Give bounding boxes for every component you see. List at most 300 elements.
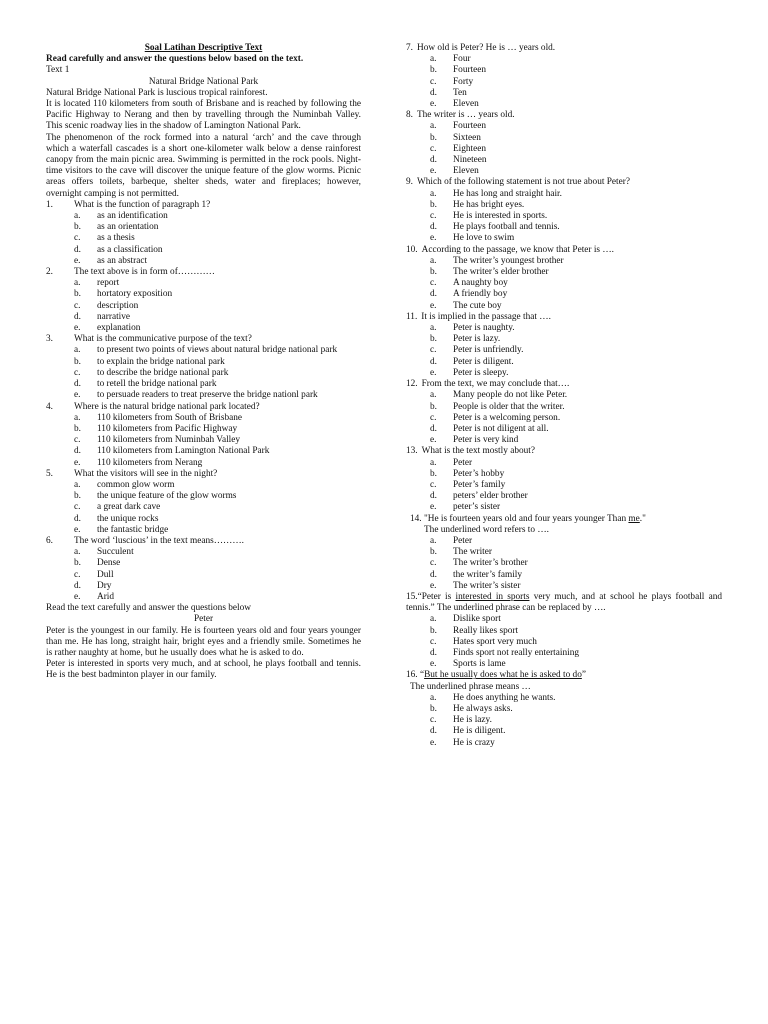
question-subtext: The underlined word refers to …. bbox=[424, 524, 549, 535]
answer-option bbox=[406, 738, 722, 749]
text1-label: Text 1 bbox=[46, 65, 70, 76]
answer-option bbox=[406, 469, 722, 480]
underlined-phrase: But he usually does what he is asked to do bbox=[424, 670, 582, 681]
option-text: He love to swim bbox=[453, 233, 515, 244]
answer-option bbox=[406, 222, 722, 233]
option-text: Four bbox=[453, 54, 471, 65]
question-row bbox=[46, 334, 361, 345]
option-text: 110 kilometers from Pacific Highway bbox=[97, 423, 238, 434]
answer-option bbox=[46, 301, 361, 312]
option-text: He plays football and tennis. bbox=[453, 222, 560, 233]
option-text: The writer’s youngest brother bbox=[453, 255, 564, 266]
option-letter: b. bbox=[430, 468, 437, 479]
question-row bbox=[46, 536, 361, 547]
question-row bbox=[406, 446, 722, 457]
question-text: The writer is … years old. bbox=[416, 110, 515, 121]
option-text: Hates sport very much bbox=[453, 636, 537, 647]
option-letter: b. bbox=[430, 65, 437, 76]
answer-option bbox=[46, 222, 361, 233]
option-letter: e. bbox=[74, 524, 81, 535]
option-letter: a. bbox=[430, 323, 437, 334]
option-letter: c. bbox=[430, 143, 437, 154]
answer-option bbox=[406, 144, 722, 155]
option-text: He does anything he wants. bbox=[453, 692, 556, 703]
option-text: He is crazy bbox=[453, 737, 495, 748]
option-letter: c. bbox=[430, 278, 437, 289]
question-text: According to the passage, we know that Peter is …. bbox=[421, 244, 614, 255]
option-text: Really likes sport bbox=[453, 625, 519, 636]
answer-option bbox=[406, 345, 722, 356]
option-letter: e. bbox=[430, 502, 437, 513]
option-text: 110 kilometers from South of Brisbane bbox=[97, 412, 243, 423]
option-letter: a. bbox=[74, 345, 81, 356]
option-letter: d. bbox=[430, 726, 437, 737]
option-letter: c. bbox=[74, 233, 81, 244]
option-text: peters’ elder brother bbox=[453, 491, 528, 502]
option-text: as an identification bbox=[97, 211, 168, 222]
answer-option bbox=[406, 357, 722, 368]
option-letter: a. bbox=[74, 412, 81, 423]
questions-left bbox=[46, 200, 361, 603]
question-item bbox=[406, 446, 722, 513]
option-text: Peter is lazy. bbox=[453, 334, 501, 345]
option-letter: e. bbox=[430, 659, 437, 670]
question-item bbox=[46, 402, 361, 469]
option-letter: e. bbox=[430, 580, 437, 591]
question-number: 12. bbox=[406, 379, 418, 390]
answer-option bbox=[406, 301, 722, 312]
question-text: What is the communicative purpose of the text? bbox=[74, 334, 252, 345]
option-letter: e. bbox=[430, 300, 437, 311]
answer-option bbox=[406, 491, 722, 502]
option-letter: c. bbox=[74, 300, 81, 311]
option-letter: d. bbox=[74, 580, 81, 591]
option-text: 110 kilometers from Nerang bbox=[97, 457, 203, 468]
question-subtext: The underlined phrase means … bbox=[410, 681, 531, 692]
option-letter: a. bbox=[430, 457, 437, 468]
question-item bbox=[46, 469, 361, 536]
option-letter: e. bbox=[74, 591, 81, 602]
answer-option bbox=[406, 614, 722, 625]
answer-option bbox=[406, 570, 722, 581]
answer-option bbox=[406, 267, 722, 278]
option-text: Sports is lame bbox=[453, 659, 506, 670]
option-text: narrative bbox=[97, 311, 131, 322]
question-row bbox=[46, 402, 361, 413]
option-text: as an abstract bbox=[97, 255, 148, 266]
option-letter: d. bbox=[430, 569, 437, 580]
answer-option bbox=[406, 558, 722, 569]
answer-option bbox=[406, 390, 722, 401]
answer-option bbox=[46, 368, 361, 379]
answer-option bbox=[406, 334, 722, 345]
question-row bbox=[406, 110, 722, 121]
option-text: Peter is very kind bbox=[453, 435, 519, 446]
option-text: The cute boy bbox=[453, 300, 502, 311]
option-letter: a. bbox=[430, 54, 437, 65]
option-letter: d. bbox=[74, 244, 81, 255]
question-text-end: ." bbox=[639, 513, 646, 524]
answer-option bbox=[406, 200, 722, 211]
question-number: 6. bbox=[46, 535, 53, 546]
option-letter: e. bbox=[430, 367, 437, 378]
option-text: Dense bbox=[97, 558, 121, 569]
question-14 bbox=[406, 514, 722, 592]
document-instruction: Read carefully and answer the questions below based on the text. bbox=[46, 54, 304, 65]
answer-option bbox=[46, 480, 361, 491]
answer-option bbox=[406, 323, 722, 334]
option-letter: d. bbox=[74, 379, 81, 390]
option-text: the unique feature of the glow worms bbox=[97, 491, 237, 502]
question-number: 9. bbox=[406, 177, 413, 188]
option-letter: d. bbox=[430, 356, 437, 367]
question-row bbox=[46, 267, 361, 278]
option-letter: b. bbox=[430, 703, 437, 714]
option-letter: e. bbox=[74, 457, 81, 468]
question-text: What is the function of paragraph 1? bbox=[74, 199, 211, 210]
option-text: The writer’s sister bbox=[453, 580, 521, 591]
question-item bbox=[406, 177, 722, 244]
question-number: 14. bbox=[410, 513, 422, 524]
question-number: 13. bbox=[406, 446, 418, 457]
question-item bbox=[406, 110, 722, 177]
option-text: the writer’s family bbox=[453, 569, 523, 580]
answer-option bbox=[406, 368, 722, 379]
option-letter: a. bbox=[74, 211, 81, 222]
question-row bbox=[406, 245, 722, 256]
option-text: Fourteen bbox=[453, 65, 487, 76]
question-text: What the visitors will see in the night? bbox=[74, 468, 218, 479]
option-letter: b. bbox=[430, 132, 437, 143]
answer-option bbox=[406, 133, 722, 144]
answer-option bbox=[46, 390, 361, 401]
option-text: to describe the bridge national park bbox=[97, 367, 229, 378]
option-letter: a. bbox=[430, 121, 437, 132]
option-letter: d. bbox=[430, 222, 437, 233]
option-letter: c. bbox=[430, 479, 437, 490]
option-text: as a thesis bbox=[97, 233, 135, 244]
answer-option bbox=[46, 413, 361, 424]
option-letter: a. bbox=[430, 614, 437, 625]
option-text: Peter is unfriendly. bbox=[453, 345, 524, 356]
option-text: hortatory exposition bbox=[97, 289, 173, 300]
option-letter: c. bbox=[74, 367, 81, 378]
answer-option bbox=[406, 637, 722, 648]
answer-option bbox=[406, 704, 722, 715]
question-text: How old is Peter? He is … years old. bbox=[416, 43, 556, 53]
option-text: The writer bbox=[453, 547, 492, 558]
option-text: Peter is sleepy. bbox=[453, 367, 509, 378]
paragraph: It is located 110 kilometers from south of Brisbane and is reached by following the Pacific Highway to Nerang and then by travelling through the Numinbah Valley. This scenic roadway lies in the shadow of Lamington National Park. bbox=[46, 99, 361, 132]
answer-option bbox=[46, 491, 361, 502]
question-item bbox=[46, 200, 361, 267]
option-text: Sixteen bbox=[453, 132, 481, 143]
text2-instruction: Read the text carefully and answer the questions below bbox=[46, 603, 251, 614]
question-text: “Peter is bbox=[417, 591, 456, 602]
option-letter: e. bbox=[74, 255, 81, 266]
question-item bbox=[406, 312, 722, 379]
options-list bbox=[406, 693, 722, 749]
option-letter: b. bbox=[430, 625, 437, 636]
option-text: A friendly boy bbox=[453, 289, 508, 300]
question-item bbox=[46, 334, 361, 401]
question-row bbox=[46, 469, 361, 480]
option-text: Eleven bbox=[453, 166, 479, 177]
question-text: The text above is in form of………… bbox=[74, 267, 215, 278]
option-letter: e. bbox=[430, 166, 437, 177]
option-letter: a. bbox=[430, 692, 437, 703]
text1-body bbox=[46, 88, 361, 200]
question-row bbox=[406, 379, 722, 390]
answer-option bbox=[406, 581, 722, 592]
option-text: Eleven bbox=[453, 99, 479, 110]
question-number: 2. bbox=[46, 267, 53, 278]
answer-option bbox=[46, 592, 361, 603]
option-text: as an orientation bbox=[97, 222, 159, 233]
option-text: Dry bbox=[97, 580, 112, 591]
answer-option bbox=[406, 278, 722, 289]
option-letter: b. bbox=[430, 199, 437, 210]
answer-option bbox=[46, 570, 361, 581]
answer-option bbox=[406, 54, 722, 65]
option-text: People is older that the writer. bbox=[453, 401, 565, 412]
option-text: Succulent bbox=[97, 547, 134, 558]
option-text: Ten bbox=[453, 87, 467, 98]
option-text: Finds sport not really entertaining bbox=[453, 647, 580, 658]
answer-option bbox=[46, 256, 361, 267]
option-letter: d. bbox=[430, 155, 437, 166]
option-letter: d. bbox=[430, 491, 437, 502]
answer-option bbox=[406, 659, 722, 670]
option-letter: b. bbox=[74, 289, 81, 300]
option-letter: c. bbox=[430, 345, 437, 356]
option-text: Fourteen bbox=[453, 121, 487, 132]
options-list bbox=[406, 536, 722, 592]
question-number: 10. bbox=[406, 244, 418, 255]
option-text: Nineteen bbox=[453, 155, 487, 166]
option-text: Peter is a welcoming person. bbox=[453, 412, 561, 423]
option-letter: e. bbox=[430, 99, 437, 110]
options-list bbox=[406, 614, 722, 670]
option-text: Peter is diligent. bbox=[453, 356, 514, 367]
option-letter: b. bbox=[430, 334, 437, 345]
document-title: Soal Latihan Descriptive Text bbox=[144, 43, 263, 53]
question-15 bbox=[406, 592, 722, 670]
left-column bbox=[46, 43, 361, 682]
answer-option bbox=[46, 458, 361, 469]
option-letter: e. bbox=[74, 323, 81, 334]
answer-option bbox=[406, 88, 722, 99]
option-text: Arid bbox=[97, 591, 115, 602]
question-row bbox=[406, 312, 722, 323]
option-letter: c. bbox=[430, 558, 437, 569]
option-text: 110 kilometers from Lamington National Park bbox=[97, 446, 270, 457]
option-text: He is diligent. bbox=[453, 726, 506, 737]
answer-option bbox=[406, 536, 722, 547]
option-text: description bbox=[97, 300, 139, 311]
answer-option bbox=[406, 502, 722, 513]
option-letter: c. bbox=[430, 76, 437, 87]
option-letter: b. bbox=[430, 267, 437, 278]
answer-option bbox=[46, 345, 361, 356]
answer-option bbox=[46, 357, 361, 368]
option-letter: a. bbox=[74, 479, 81, 490]
text2-title: Peter bbox=[193, 614, 214, 625]
option-letter: b. bbox=[74, 558, 81, 569]
answer-option bbox=[46, 233, 361, 244]
option-letter: c. bbox=[74, 569, 81, 580]
option-letter: b. bbox=[430, 401, 437, 412]
answer-option bbox=[46, 379, 361, 390]
option-text: Peter’s hobby bbox=[453, 468, 505, 479]
option-letter: c. bbox=[74, 435, 81, 446]
answer-option bbox=[406, 99, 722, 110]
option-text: as a classification bbox=[97, 244, 163, 255]
option-text: to persuade readers to treat preserve the bridge nationl park bbox=[97, 390, 318, 401]
option-letter: e. bbox=[430, 435, 437, 446]
option-letter: e. bbox=[430, 233, 437, 244]
answer-option bbox=[46, 323, 361, 334]
answer-option bbox=[406, 77, 722, 88]
question-row bbox=[406, 43, 722, 54]
option-letter: e. bbox=[74, 390, 81, 401]
question-number: 15. bbox=[406, 591, 418, 602]
paragraph: Peter is interested in sports very much, and at school, he plays football and tennis. He is the best badminton player in our family. bbox=[46, 659, 361, 681]
answer-option bbox=[46, 446, 361, 457]
answer-option bbox=[406, 413, 722, 424]
answer-option bbox=[46, 581, 361, 592]
answer-option bbox=[406, 715, 722, 726]
question-text-end: very much, and at school he plays football and tennis.” The underlined phrase can be replaced by …. bbox=[406, 591, 723, 614]
option-letter: a. bbox=[430, 535, 437, 546]
question-row bbox=[406, 177, 722, 188]
question-row bbox=[46, 200, 361, 211]
question-number: 1. bbox=[46, 199, 53, 210]
answer-option bbox=[406, 189, 722, 200]
answer-option bbox=[46, 435, 361, 446]
question-number: 11. bbox=[406, 311, 418, 322]
question-text: "He is fourteen years old and four years younger Than bbox=[421, 513, 629, 524]
answer-option bbox=[46, 424, 361, 435]
option-text: He has bright eyes. bbox=[453, 199, 525, 210]
question-text: From the text, we may conclude that…. bbox=[421, 379, 570, 390]
question-text: What is the text mostly about? bbox=[421, 446, 535, 457]
option-text: common glow worm bbox=[97, 479, 175, 490]
option-text: Many people do not like Peter. bbox=[453, 390, 568, 401]
answer-option bbox=[406, 424, 722, 435]
option-letter: d. bbox=[430, 647, 437, 658]
option-text: explanation bbox=[97, 323, 141, 334]
option-text: He has long and straight hair. bbox=[453, 188, 562, 199]
question-text: Where is the natural bridge national park located? bbox=[74, 401, 260, 412]
answer-option bbox=[406, 256, 722, 267]
underlined-word: me bbox=[628, 513, 640, 524]
answer-option bbox=[406, 547, 722, 558]
answer-option bbox=[406, 211, 722, 222]
option-text: Eighteen bbox=[453, 143, 487, 154]
question-item bbox=[406, 43, 722, 110]
option-text: to retell the bridge national park bbox=[97, 379, 217, 390]
option-letter: d. bbox=[430, 423, 437, 434]
paragraph: The phenomenon of the rock formed into a natural ‘arch’ and the cave through which a waterfall cascades is a short one-kilometer walk below a dense rainforest canopy from the main picnic area. Swimming is permitted in the rock pools. Night-time visitors to the cave will discover the unique feature of the glow worms. Picnic areas offers toilets, barbeque, shelter sheds, water and fireplaces; however, overnight camping is not permitted. bbox=[46, 132, 361, 199]
answer-option bbox=[406, 693, 722, 704]
question-number: 8. bbox=[406, 110, 413, 121]
option-text: Peter’s family bbox=[453, 479, 506, 490]
option-letter: d. bbox=[74, 513, 81, 524]
question-text: “ bbox=[417, 670, 425, 681]
option-letter: d. bbox=[430, 289, 437, 300]
answer-option bbox=[406, 435, 722, 446]
answer-option bbox=[46, 211, 361, 222]
option-letter: a. bbox=[430, 188, 437, 199]
option-letter: e. bbox=[430, 737, 437, 748]
option-letter: b. bbox=[430, 547, 437, 558]
option-letter: d. bbox=[430, 87, 437, 98]
answer-option bbox=[406, 65, 722, 76]
question-16 bbox=[406, 670, 722, 748]
text1-title: Natural Bridge National Park bbox=[148, 76, 259, 87]
answer-option bbox=[46, 558, 361, 569]
option-text: Peter is not diligent at all. bbox=[453, 423, 549, 434]
option-text: peter’s sister bbox=[453, 502, 501, 513]
option-letter: c. bbox=[430, 412, 437, 423]
option-text: Dislike sport bbox=[453, 614, 501, 625]
questions-right bbox=[406, 43, 722, 514]
option-text: to explain the bridge national park bbox=[97, 356, 225, 367]
option-text: Peter bbox=[453, 535, 473, 546]
option-letter: b. bbox=[74, 356, 81, 367]
option-text: The writer’s brother bbox=[453, 558, 528, 569]
paragraph: Peter is the youngest in our family. He is fourteen years old and four years younger than me. He has long, straight hair, bright eyes and a friendly smile. Sometimes he is rather naughty at home, but he usually does what he is asked to do. bbox=[46, 625, 361, 658]
answer-option bbox=[406, 726, 722, 737]
option-letter: b. bbox=[74, 423, 81, 434]
question-item bbox=[46, 267, 361, 334]
question-text: Which of the following statement is not true about Peter? bbox=[416, 177, 630, 188]
option-text: He always asks. bbox=[453, 703, 513, 714]
option-text: Peter is naughty. bbox=[453, 323, 515, 334]
text2-body bbox=[46, 626, 361, 682]
option-letter: a. bbox=[74, 278, 81, 289]
answer-option bbox=[46, 547, 361, 558]
question-text: It is implied in the passage that …. bbox=[421, 311, 551, 322]
question-number: 7. bbox=[406, 43, 413, 53]
option-text: Peter bbox=[453, 457, 473, 468]
answer-option bbox=[406, 648, 722, 659]
answer-option bbox=[46, 245, 361, 256]
answer-option bbox=[406, 289, 722, 300]
option-text: The writer’s elder brother bbox=[453, 267, 549, 278]
option-text: He is interested in sports. bbox=[453, 211, 548, 222]
question-text: The word ‘luscious’ in the text means………. bbox=[74, 535, 244, 546]
question-item bbox=[46, 536, 361, 603]
underlined-phrase: interested in sports bbox=[455, 591, 530, 602]
option-letter: b. bbox=[74, 491, 81, 502]
answer-option bbox=[406, 121, 722, 132]
right-column bbox=[406, 43, 722, 749]
answer-option bbox=[46, 289, 361, 300]
option-letter: c. bbox=[430, 211, 437, 222]
question-number: 3. bbox=[46, 334, 53, 345]
question-text-end: ” bbox=[581, 670, 586, 681]
answer-option bbox=[46, 502, 361, 513]
question-item bbox=[406, 379, 722, 446]
question-number: 16. bbox=[406, 670, 418, 681]
answer-option bbox=[406, 458, 722, 469]
answer-option bbox=[406, 480, 722, 491]
option-letter: c. bbox=[430, 715, 437, 726]
option-text: report bbox=[97, 278, 120, 289]
option-text: the fantastic bridge bbox=[97, 524, 169, 535]
